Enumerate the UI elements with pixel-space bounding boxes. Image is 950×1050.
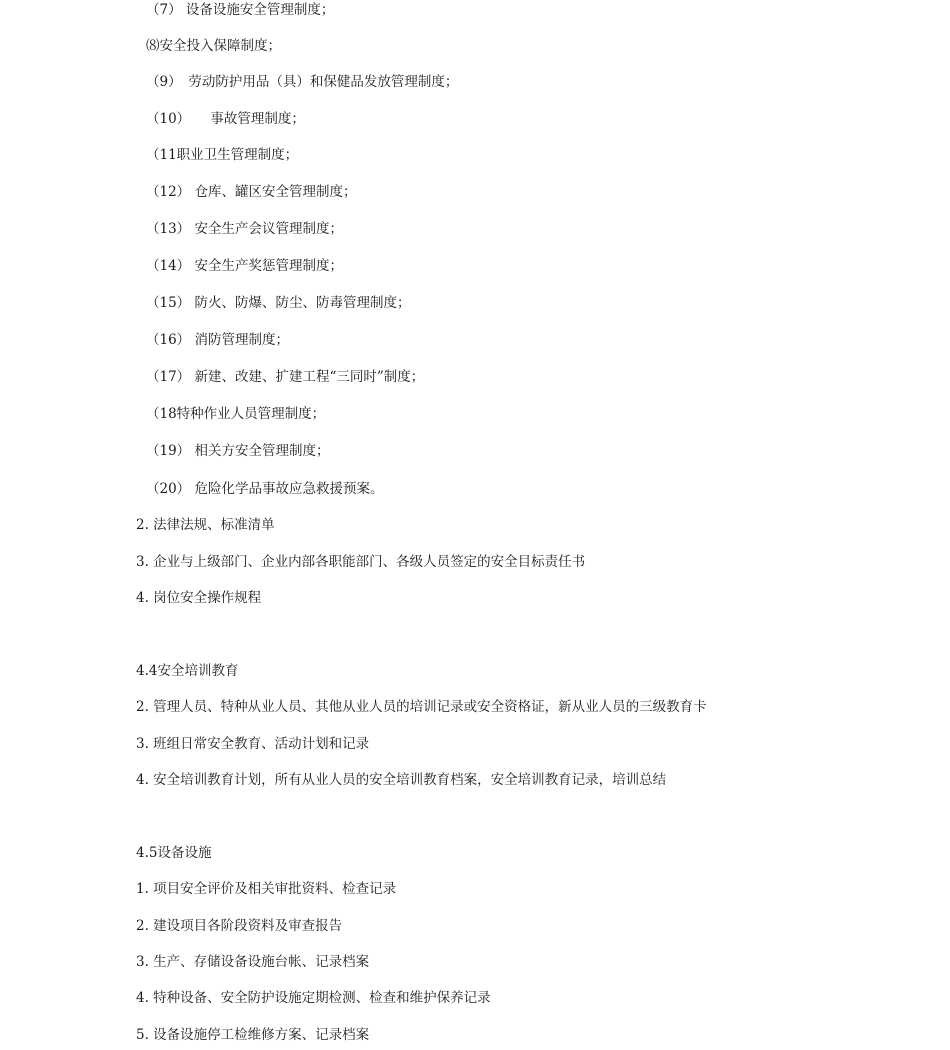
list-item-training-plan: 4. 安全培训教育计划，所有从业人员的安全培训教育档案，安全培训教育记录，培训总结: [136, 772, 667, 788]
list-item-training-records: 2. 管理人员、特种从业人员、其他从业人员的培训记录或安全资格证，新从业人员的三级教育卡: [136, 699, 707, 715]
list-item-operating-procedures: 4. 岗位安全操作规程: [136, 590, 262, 606]
list-item-equipment-ledger: 3. 生产、存储设备设施台帐、记录档案: [136, 954, 370, 970]
list-item-regulation-8: ⑻安全投入保障制度；: [146, 38, 281, 54]
list-item-laws-standards: 2. 法律法规、标准清单: [136, 517, 275, 533]
list-item-maintenance-plan: 5. 设备设施停工检维修方案、记录档案: [136, 1027, 370, 1043]
list-item-regulation-15: （15） 防火、防爆、防尘、防毒管理制度；: [146, 295, 411, 311]
list-item-regulation-20: （20） 危险化学品事故应急救援预案。: [146, 481, 384, 497]
list-item-regulation-12: （12） 仓库、罐区安全管理制度；: [146, 184, 357, 200]
list-item-construction-reports: 2. 建设项目各阶段资料及审查报告: [136, 918, 343, 934]
list-item-regulation-17: （17） 新建、改建、扩建工程“三同时”制度；: [146, 369, 425, 385]
list-item-regulation-10: （10） 事故管理制度；: [146, 111, 305, 127]
list-item-team-education: 3. 班组日常安全教育、活动计划和记录: [136, 736, 370, 752]
list-item-regulation-19: （19） 相关方安全管理制度；: [146, 443, 330, 459]
list-item-regulation-16: （16） 消防管理制度；: [146, 332, 289, 348]
list-item-regulation-18: （18特种作业人员管理制度；: [146, 406, 326, 422]
list-item-regulation-14: （14） 安全生产奖惩管理制度；: [146, 258, 343, 274]
list-item-special-equipment: 4. 特种设备、安全防护设施定期检测、检查和维护保养记录: [136, 990, 491, 1006]
list-item-target-responsibility: 3. 企业与上级部门、企业内部各职能部门、各级人员签定的安全目标责任书: [136, 554, 586, 570]
list-item-regulation-7: （7） 设备设施安全管理制度；: [146, 2, 335, 18]
list-item-regulation-11: （11职业卫生管理制度；: [146, 147, 299, 163]
list-item-regulation-9: （9） 劳动防护用品（具）和保健品发放管理制度；: [146, 74, 459, 90]
section-heading-training: 4.4安全培训教育: [136, 663, 239, 679]
list-item-safety-evaluation: 1. 项目安全评价及相关审批资料、检查记录: [136, 881, 397, 897]
list-item-regulation-13: （13） 安全生产会议管理制度；: [146, 221, 343, 237]
section-heading-equipment: 4.5设备设施: [136, 845, 212, 861]
